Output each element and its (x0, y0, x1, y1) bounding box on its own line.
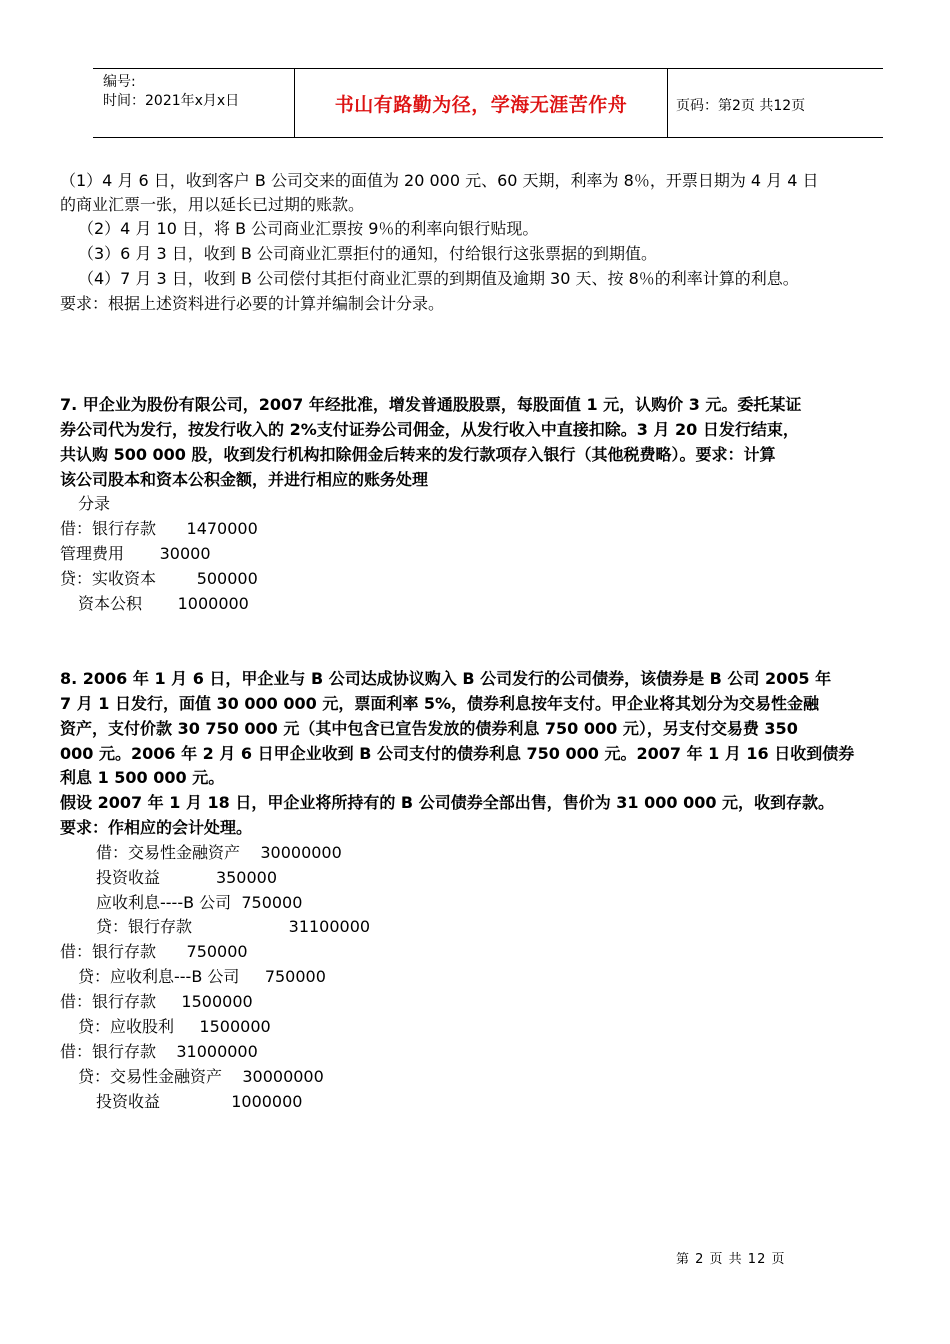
p8-line6: 假设 2007 年 1 月 18 日，甲企业将所持有的 B 公司债券全部出售，售价为 31 000 000 元，收到存款。 (60, 793, 835, 812)
page-header (93, 68, 883, 138)
p8-entry-line: 应收利息----B 公司 750000 (96, 893, 303, 912)
p7-line4: 该公司股本和资本公积金额，并进行相应的账务处理 (60, 470, 429, 489)
p8-line3: 资产，支付价款 30 750 000 元（其中包含已宣告发放的债券利息 750 000 元），另支付交易费 350 (60, 719, 798, 738)
p6-line5: （4）7 月 3 日，收到 B 公司偿付其拒付商业汇票的到期值及逾期 30 天、按 8％的利率计算的利息。 (78, 269, 799, 288)
p8-entry-line: 借：银行存款 1500000 (60, 992, 253, 1011)
p7-entry-line: 借：银行存款 1470000 (60, 519, 258, 538)
p8-entry-line: 借：银行存款 750000 (60, 942, 248, 961)
p8-entry-line: 贷：应收利息---B 公司 750000 (78, 967, 326, 986)
p8-entry-line: 借：银行存款 31000000 (60, 1042, 258, 1061)
p6-line3: （2）4 月 10 日，将 B 公司商业汇票按 9％的利率向银行贴现。 (78, 219, 539, 238)
p6-line2: 的商业汇票一张，用以延长已过期的账款。 (60, 195, 365, 214)
p8-entry-line: 投资收益 350000 (96, 868, 278, 887)
p8-line5: 利息 1 500 000 元。 (60, 768, 225, 787)
header-page-label: 页码：第2页 共12页 (676, 98, 806, 114)
p6-line1: （1）4 月 6 日，收到客户 B 公司交来的面值为 20 000 元、60 天期，利率为 8％，开票日期为 4 月 4 日 (60, 171, 819, 190)
p8-entry-line: 贷：应收股利 1500000 (78, 1017, 271, 1036)
page-footer: 第 2 页 共 12 页 (676, 1252, 786, 1267)
p7-entry-heading: 分录 (78, 494, 111, 513)
p6-line4: （3）6 月 3 日，收到 B 公司商业汇票拒付的通知，付给银行这张票据的到期值。 (78, 244, 657, 263)
p8-line1: 8. 2006 年 1 月 6 日，甲企业与 B 公司达成协议购入 B 公司发行的公司债券，该债券是 B 公司 2005 年 (60, 669, 832, 688)
p7-line3: 共认购 500 000 股，收到发行机构扣除佣金后转来的发行款项存入银行（其他税费略）。要求：计算 (60, 445, 776, 464)
p7-entry-line: 管理费用 30000 (60, 544, 211, 563)
header-divider-2 (667, 69, 668, 137)
p8-line4: 000 元。2006 年 2 月 6 日甲企业收到 B 公司支付的债券利息 750 000 元。2007 年 1 月 16 日收到债券 (60, 744, 855, 763)
number-label: 编号: (103, 74, 136, 90)
header-motto: 书山有路勤为径，学海无涯苦作舟 (334, 93, 628, 116)
p8-line7: 要求：作相应的会计处理。 (60, 818, 253, 837)
p8-entry-line: 贷：银行存款 31100000 (96, 917, 371, 936)
p7-entry-line: 资本公积 1000000 (78, 594, 249, 613)
time-label: 时间：2021年x月x日 (103, 93, 240, 109)
p8-line2: 7 月 1 日发行，面值 30 000 000 元，票面利率 5%，债券利息按年支付。甲企业将其划分为交易性金融 (60, 694, 820, 713)
p7-line1: 7. 甲企业为股份有限公司，2007 年经批准，增发普通股股票，每股面值 1 元，认购价 3 元。委托某证 (60, 395, 802, 414)
p8-entry-line: 投资收益 1000000 (96, 1092, 303, 1111)
header-meta (103, 73, 239, 111)
p8-entry-line: 借：交易性金融资产 30000000 (96, 843, 342, 862)
p6-line6: 要求：根据上述资料进行必要的计算并编制会计分录。 (60, 294, 445, 313)
p7-line2: 券公司代为发行，按发行收入的 2%支付证券公司佣金，从发行收入中直接扣除。3 月 20 日发行结束， (60, 420, 799, 439)
p7-entry-line: 贷：实收资本 500000 (60, 569, 258, 588)
p8-entry-line: 贷：交易性金融资产 30000000 (78, 1067, 324, 1086)
